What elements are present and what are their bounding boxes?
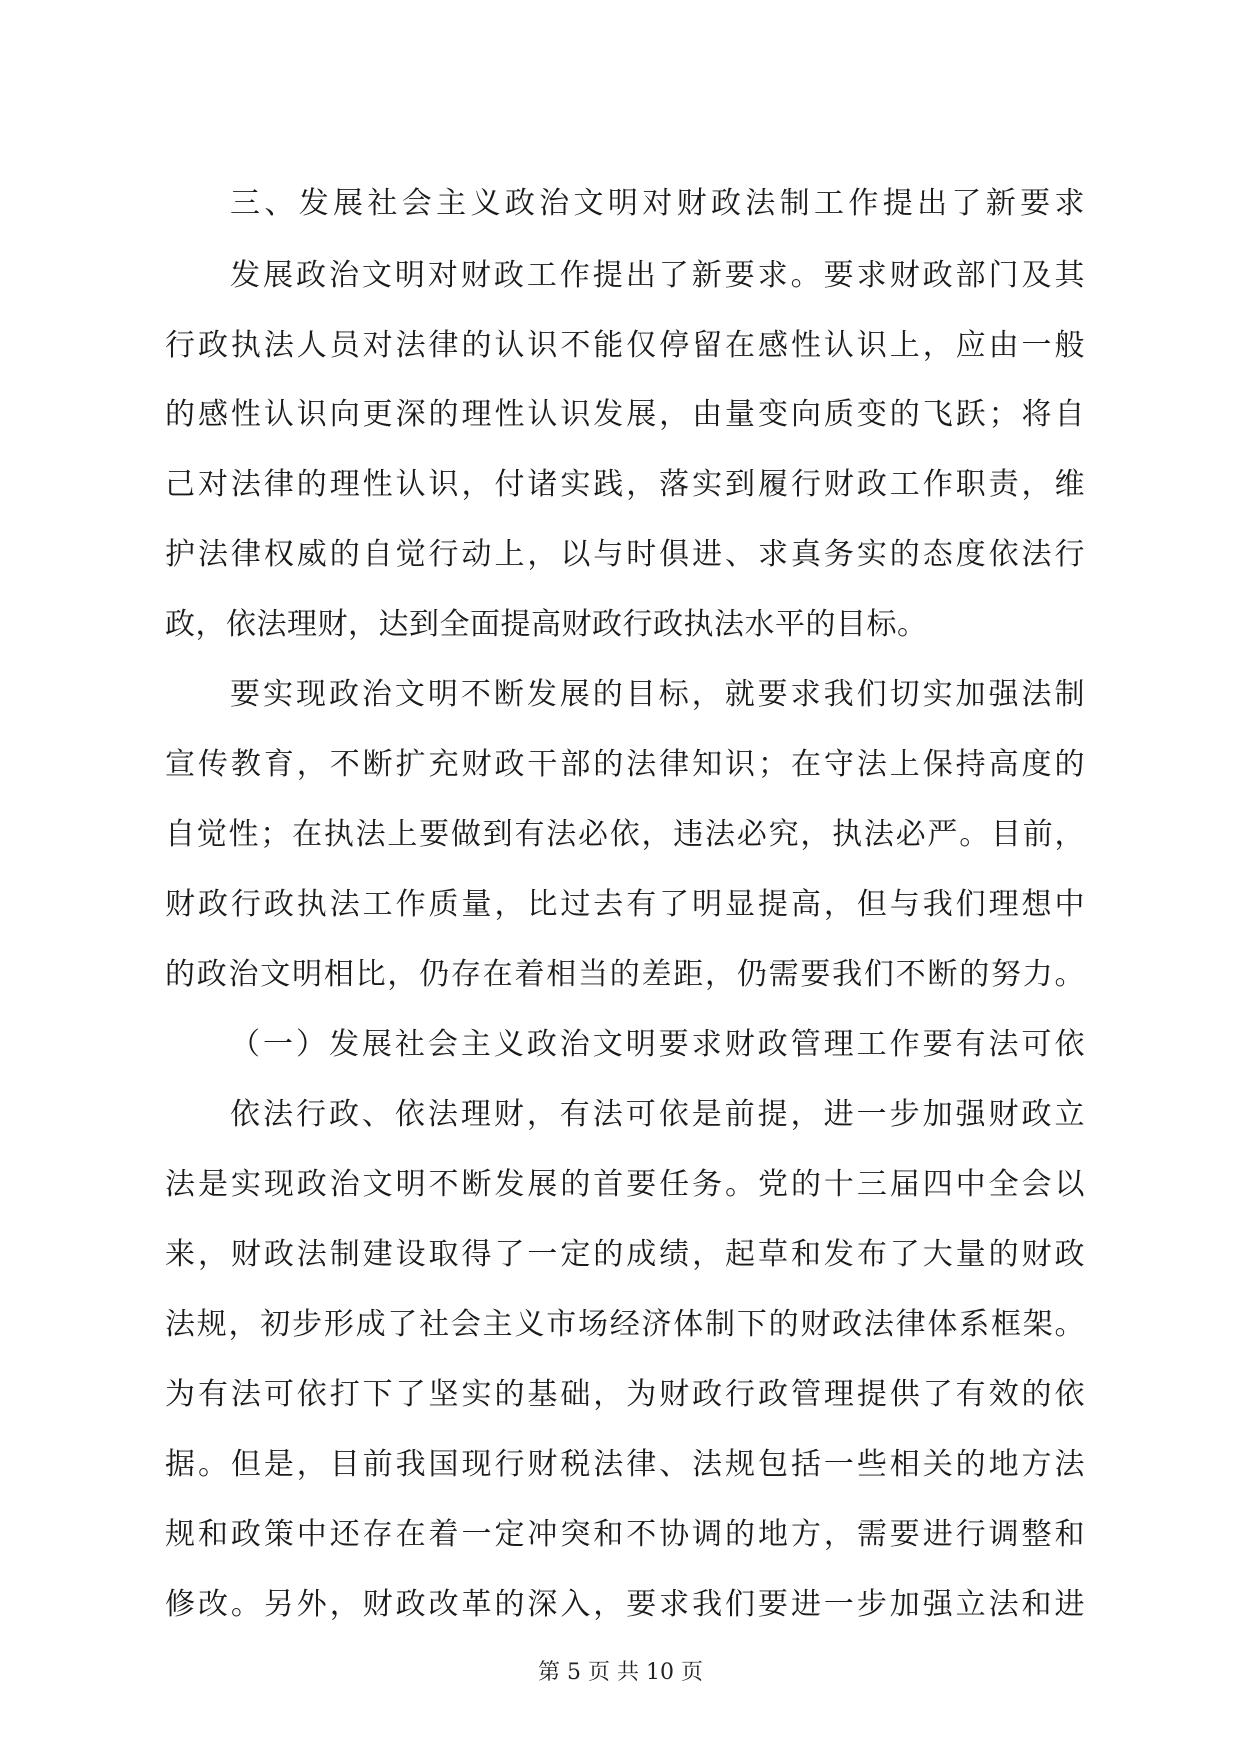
paragraph-line: 护法律权威的自觉行动上，以与时俱进、求真务实的态度依法行 [165, 537, 1085, 572]
paragraph-line: 发展政治文明对财政工作提出了新要求。要求财政部门及其 [230, 258, 1085, 293]
paragraph-line: 要实现政治文明不断发展的目标，就要求我们切实加强法制 [230, 677, 1085, 712]
paragraph-line: 修改。另外，财政改革的深入，要求我们要进一步加强立法和进 [165, 1587, 1085, 1622]
page-number-footer: 第 5 页 共 10 页 [538, 1660, 703, 1685]
paragraph-line: 政，依法理财，达到全面提高财政行政执法水平的目标。 [165, 607, 928, 642]
paragraph-line: 宣传教育，不断扩充财政干部的法律知识；在守法上保持高度的 [165, 747, 1085, 782]
paragraph-line: 为有法可依打下了坚实的基础，为财政行政管理提供了有效的依 [165, 1377, 1085, 1412]
paragraph-line: 的感性认识向更深的理性认识发展，由量变向质变的飞跃；将自 [165, 397, 1085, 432]
paragraph-line: 规和政策中还存在着一定冲突和不协调的地方，需要进行调整和 [165, 1517, 1085, 1552]
paragraph-line: 的政治文明相比，仍存在着相当的差距，仍需要我们不断的努力。 [165, 957, 1085, 992]
paragraph-line: 己对法律的理性认识，付诸实践，落实到履行财政工作职责，维 [165, 467, 1085, 502]
paragraph-line: 依法行政、依法理财，有法可依是前提，进一步加强财政立 [230, 1097, 1085, 1132]
subsection-heading-1: （一）发展社会主义政治文明要求财政管理工作要有法可依 [230, 1027, 1085, 1062]
paragraph-line: 据。但是，目前我国现行财税法律、法规包括一些相关的地方法 [165, 1447, 1085, 1482]
paragraph-line: 来，财政法制建设取得了一定的成绩，起草和发布了大量的财政 [165, 1237, 1085, 1272]
paragraph-line: 法规，初步形成了社会主义市场经济体制下的财政法律体系框架。 [165, 1307, 1085, 1342]
paragraph-line: 自觉性；在执法上要做到有法必依，违法必究，执法必严。目前， [165, 817, 1085, 852]
paragraph-line: 财政行政执法工作质量，比过去有了明显提高，但与我们理想中 [165, 887, 1085, 922]
section-heading-3: 三、发展社会主义政治文明对财政法制工作提出了新要求 [230, 186, 1085, 221]
paragraph-line: 法是实现政治文明不断发展的首要任务。党的十三届四中全会以 [165, 1167, 1085, 1202]
paragraph-line: 行政执法人员对法律的认识不能仅停留在感性认识上，应由一般 [165, 328, 1085, 363]
